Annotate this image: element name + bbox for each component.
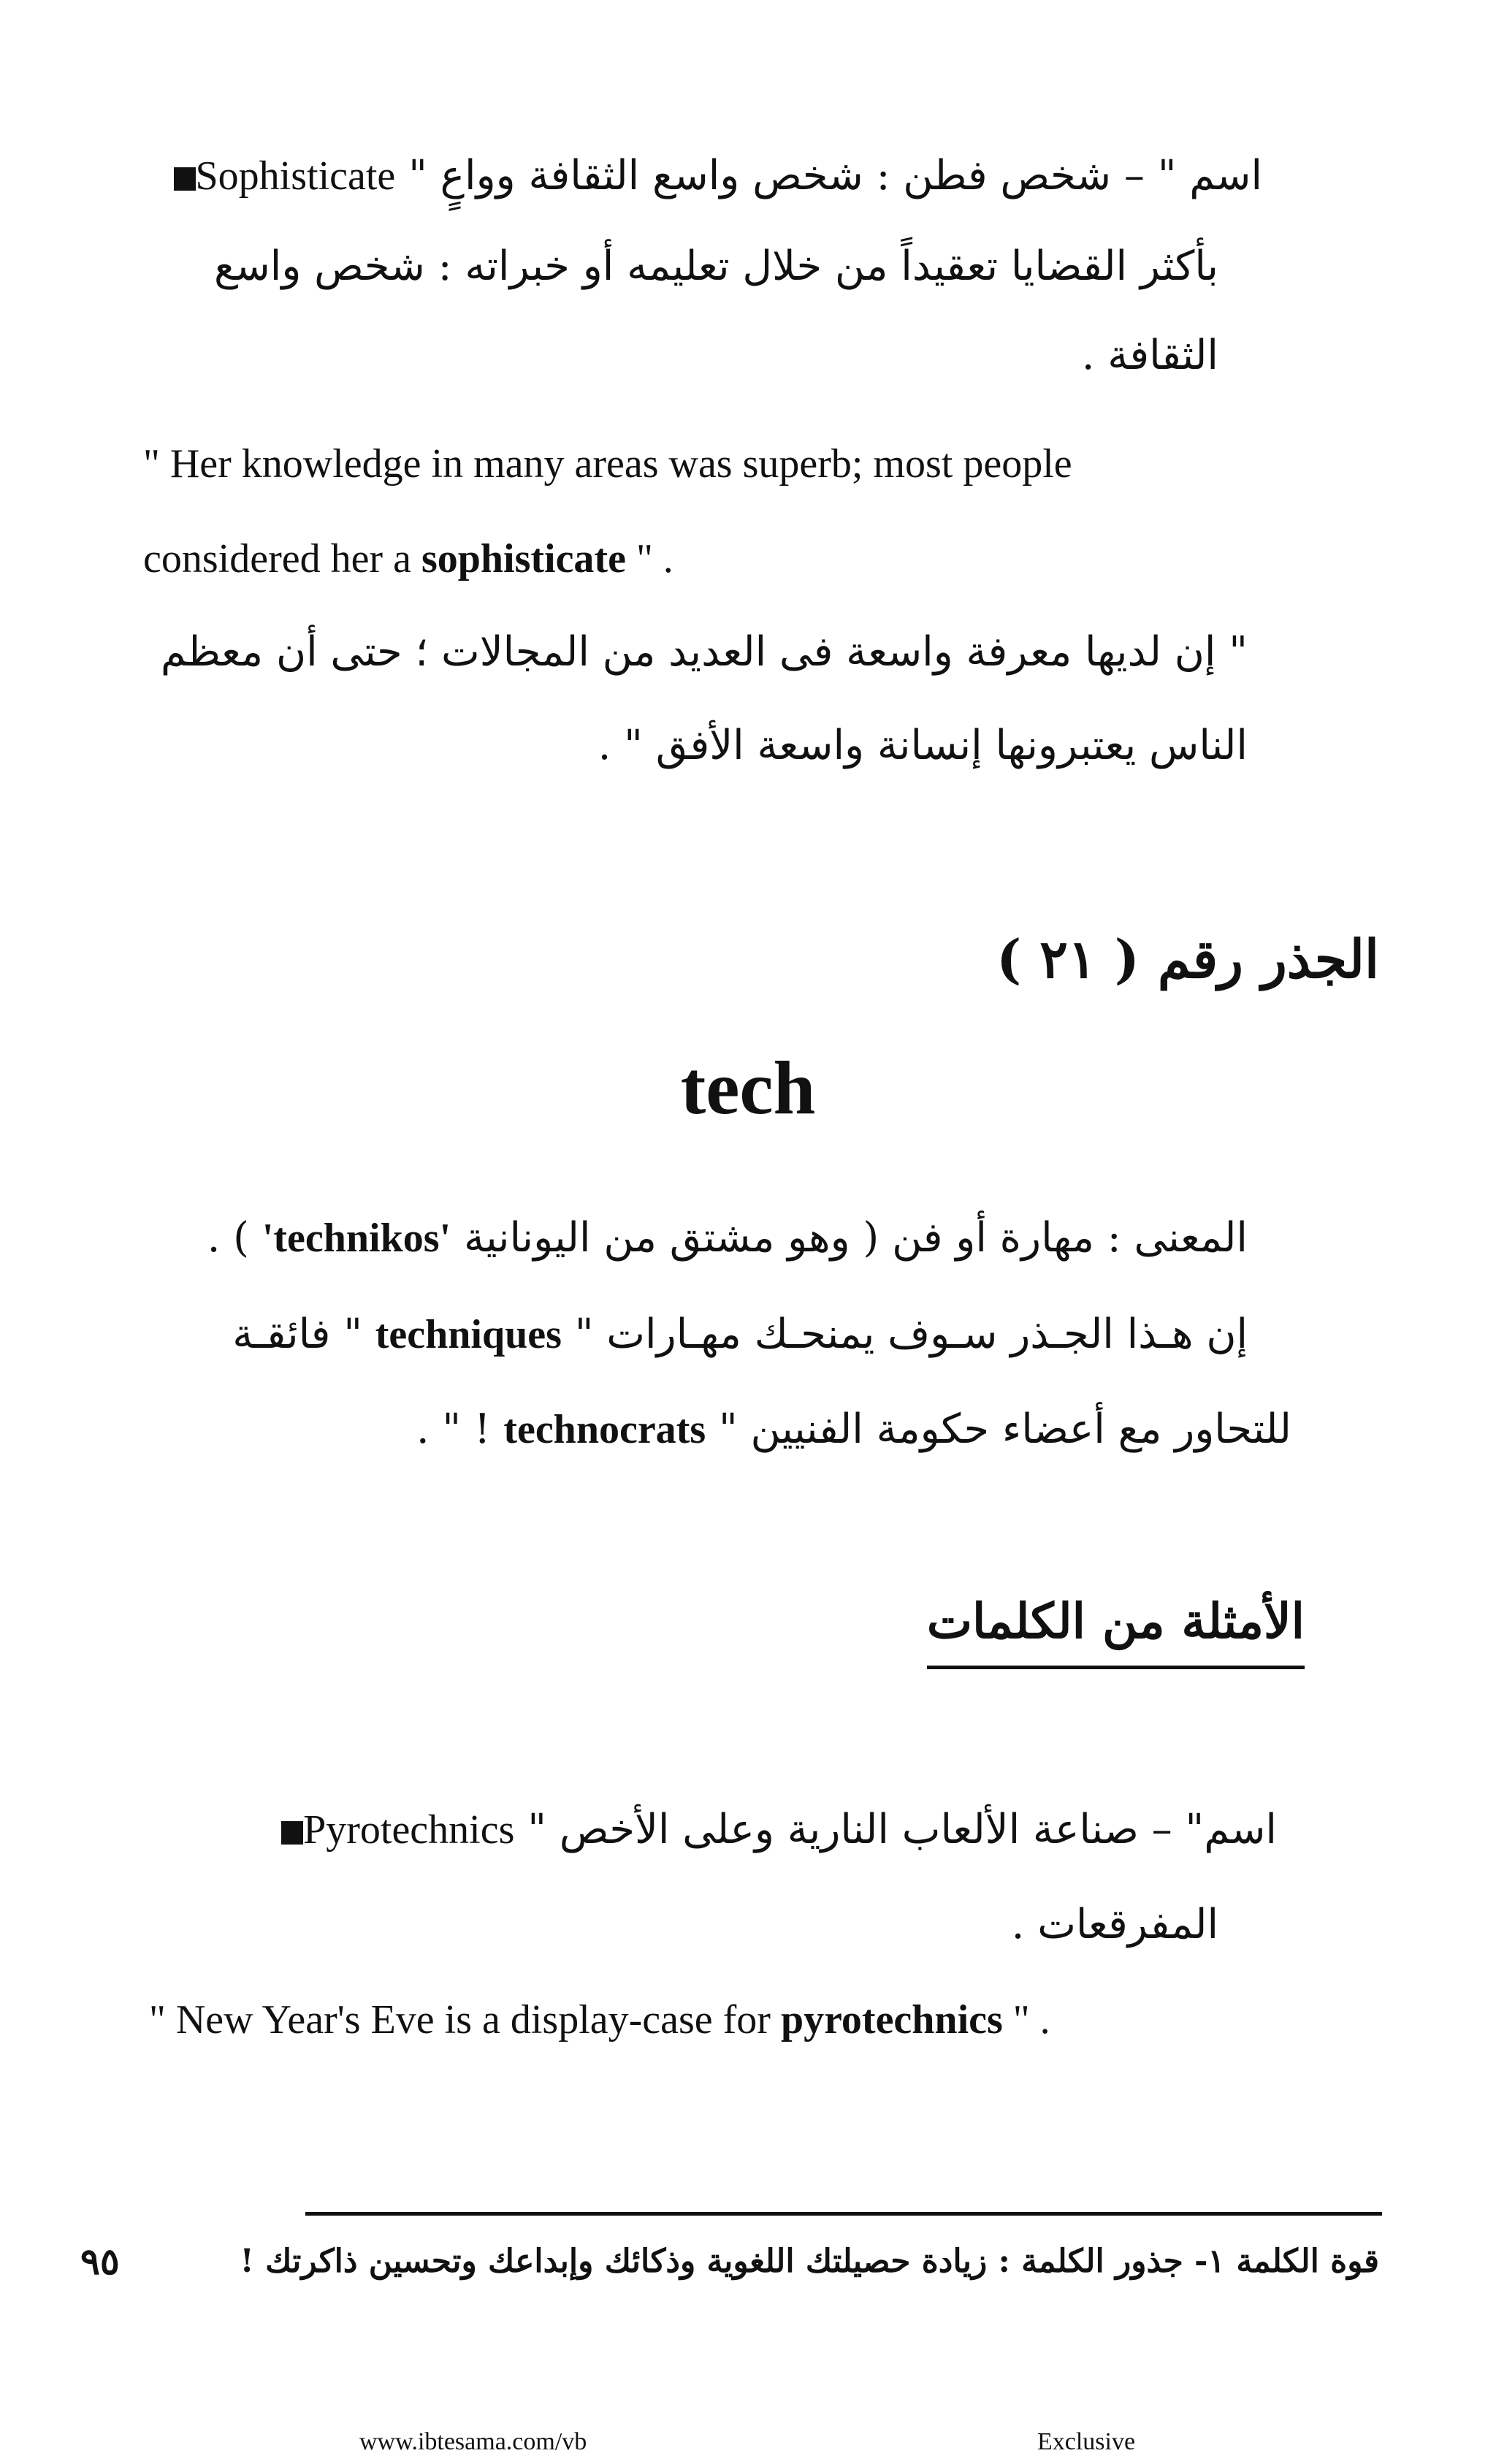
definition-line-2: المفرقعات . [1011, 1901, 1218, 1948]
keyword-techniques: techniques [375, 1312, 562, 1357]
bullet-square-icon [281, 1821, 303, 1845]
example-text-end: " . [625, 536, 673, 581]
headword-pyrotechnics: Pyrotechnics [303, 1807, 515, 1853]
meaning-text-3-end: ! " . [416, 1405, 491, 1453]
example-keyword: sophisticate [421, 536, 626, 581]
keyword-technocrats: technocrats [503, 1407, 706, 1452]
example-text: considered her a [143, 536, 421, 581]
footer-rule [305, 2212, 1382, 2216]
meaning-line-2 [20, 1309, 1248, 1360]
definition-line-3: الثقافة . [1081, 332, 1218, 379]
meaning-line-3 [64, 1404, 1291, 1455]
root-heading: الجذر رقم ( ٢١ ) [996, 928, 1379, 990]
meaning-text-2: إن هـذا الجـذر سـوف يمنحـك مهـارات " [574, 1311, 1248, 1358]
example-text-end: " . [1002, 1997, 1050, 2042]
page-number: ٩٥ [80, 2240, 120, 2283]
example-sentence [149, 1994, 1318, 2045]
definition-line-2: بأكثر القضايا تعقيداً من خلال تعليمه أو خبراته : شخص واسع [214, 243, 1218, 290]
headword-sophisticate: Sophisticate [195, 153, 396, 199]
meaning-text-3: للتحاور مع أعضاء حكومة الفنيين " [718, 1405, 1291, 1453]
example-sentence-line-1: " Her knowledge in many areas was superb; most people [143, 441, 1072, 487]
bullet-square-icon [174, 167, 196, 191]
examples-heading: الأمثلة من الكلمات [927, 1593, 1305, 1669]
watermark-tag: Exclusive [1037, 2428, 1136, 2455]
definition-text: " اسم" – صناعة الألعاب النارية وعلى الأخص [527, 1806, 1277, 1853]
greek-origin-word: 'technikos' [262, 1216, 451, 1261]
meaning-text-2-end: " فائقـة [232, 1311, 362, 1358]
meaning-text-end: ) . [207, 1214, 250, 1262]
footer-book-title: قوة الكلمة ١- جذور الكلمة : زيادة حصيلتك اللغوية وذكائك وإبداعك وتحسين ذاكرتك ! [240, 2243, 1379, 2280]
example-sentence-line-2 [143, 533, 1312, 584]
entry-pyrotechnics-line1 [13, 1804, 1277, 1855]
definition-text: " اسم " – شخص فطن : شخص واسع الثقافة وواعٍ [408, 152, 1262, 199]
entry-sophisticate-line1 [20, 150, 1262, 202]
translation-line-2: الناس يعتبرونها إنسانة واسعة الأفق " . [598, 722, 1248, 769]
translation-line-1: " إن لديها معرفة واسعة فى العديد من المجالات ؛ حتى أن معظم [160, 628, 1248, 676]
meaning-text: المعنى : مهارة أو فن ( وهو مشتق من اليونانية [463, 1214, 1248, 1262]
root-word: tech [680, 1046, 816, 1130]
watermark-url: www.ibtesama.com/vb [359, 2428, 587, 2455]
example-text: " New Year's Eve is a display-case for [149, 1997, 781, 2042]
example-keyword: pyrotechnics [780, 1997, 1003, 2042]
meaning-line-1 [20, 1213, 1248, 1264]
